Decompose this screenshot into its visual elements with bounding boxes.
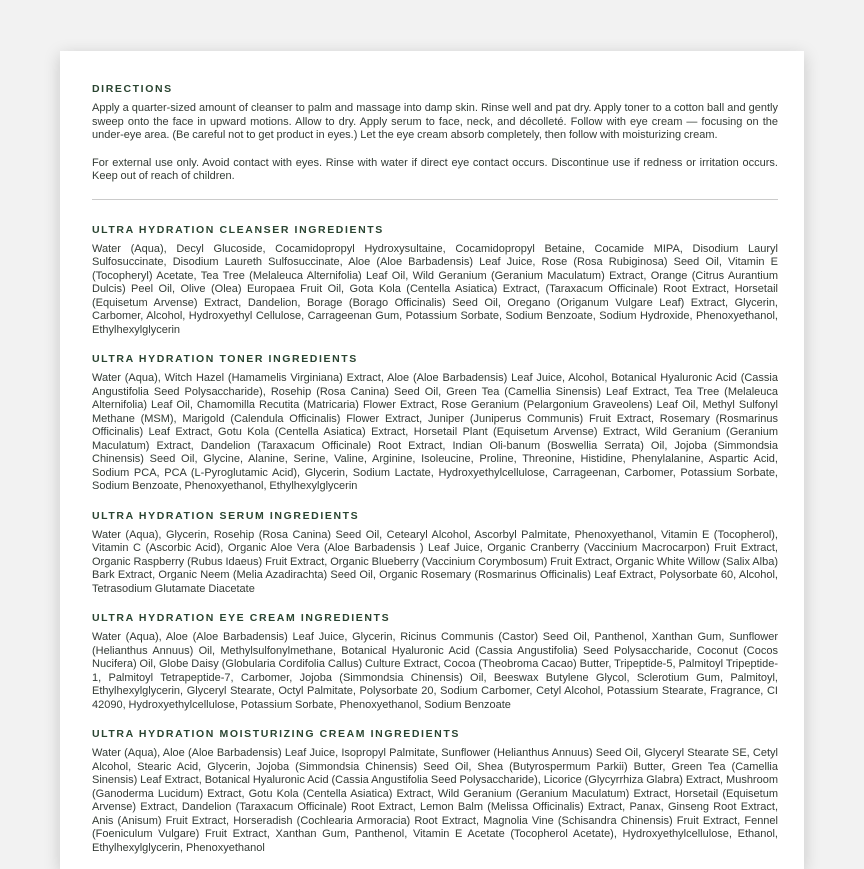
moisturizing-cream-ingredients-section bbox=[92, 728, 778, 855]
serum-ingredients-heading: ULTRA HYDRATION SERUM INGREDIENTS bbox=[92, 509, 360, 522]
moisturizing-cream-ingredients-text: Water (Aqua), Aloe (Aloe Barbadensis) Leaf Juice, Isopropyl Palmitate, Sunflower (Helianthus Annuus) Seed Oil, Glyceryl Stearate SE, Cetyl Alcohol, Stearic Acid, Glycerin, Jojoba (Simmondsia Chinensis) Seed Oil, Shea (Butyrospermum Parkii) Butter, Green Tea (Camellia Sinensis) Leaf Extract, Botanical Hyaluronic Acid (Cassia Angustifolia Seed Polysaccharide), Licorice (Glycyrrhiza Glabra) Extract, Mushroom (Ganoderma Lucidum) Extract, Gotu Kola (Centella Asiatica) Extract, Wild Geranium (Geranium Maculatum) Extract, Horsetail (Equisetum Arvense) Extract, Dandelion (Taraxacum Officinale) Root Extract, Lemon Balm (Melissa Officinalis) Extract, Panax, Ginseng Root Extract, Anis (Anisum) Fruit Extract, Horseradish (Cochlearia Armoracia) Root Extract, Magnolia Vine (Schisandra Chinensis) Fruit Extract, Fennel (Foeniculum Vulgare) Fruit Extract, Xanthan Gum, Panthenol, Vitamin E Acetate (Tocopherol Acetate), Hydroxyethylcellulose, Ethanol, Ethylhexylglycerin, Phenoxyethanol bbox=[92, 747, 778, 854]
toner-ingredients-heading: ULTRA HYDRATION TONER INGREDIENTS bbox=[92, 353, 358, 365]
directions-heading: DIRECTIONS bbox=[92, 83, 173, 95]
serum-ingredients-text: Water (Aqua), Glycerin, Rosehip (Rosa Canina) Seed Oil, Cetearyl Alcohol, Ascorbyl Palmitate, Phenoxyethanol, Vitamin E (Tocopherol), Vitamin C (Ascorbic Acid), Organic Aloe Vera (Aloe Barbadensis ) Leaf Juice, Organic Cranberry (Vaccinium Macrocarpon) Fruit Extract, Organic Raspberry (Rubus Idaeus) Fruit Extract, Organic Blueberry (Vaccinium Corymbosum) Fruit Extract, Organic White Willow (Salix Alba) Bark Extract, Organic Neem (Melia Azadirachta) Seed Oil, Organic Rosemary (Rosmarinus Officinalis) Leaf Extract, Polysorbate 60, Alcohol, Tetrasodium Glutamate Diacetate bbox=[92, 528, 778, 595]
directions-usage-text: Apply a quarter-sized amount of cleanser to palm and massage into damp skin. Rinse well and pat dry. Apply toner to a cotton ball and gently sweep onto the face in upward motions. Allow to dry. Apply serum to face, neck, and décolleté. Follow with eye cream — focusing on the under-eye area. (Be careful not to get product in eyes.) Let the eye cream absorb completely, then follow with moisturizing cream. bbox=[92, 102, 778, 141]
toner-ingredients-section bbox=[92, 353, 778, 494]
section-divider bbox=[92, 199, 778, 200]
eye-cream-ingredients-heading: ULTRA HYDRATION EYE CREAM INGREDIENTS bbox=[92, 612, 391, 624]
product-info-card bbox=[60, 51, 804, 869]
cleanser-ingredients-text: Water (Aqua), Decyl Glucoside, Cocamidopropyl Hydroxysultaine, Cocamidopropyl Betaine, Cocamide MIPA, Disodium Lauryl Sulfosuccinate, Disodium Laureth Sulfosuccinate, Aloe (Aloe Barbadensis) Leaf Juice, Rose (Rosa Rubiginosa) Seed Oil, Vitamin E (Tocopheryl) Acetate, Tea Tree (Melaleuca Alternifolia) Leaf Oil, Wild Geranium (Geranium Maculatum) Extract, Orange (Citrus Aurantium Dulcis) Peel Oil, Olive (Olea) Europaea Fruit Oil, Gota Kola (Centella Asiatica) Extract, (Taraxacum Officinale) Root Extract, Horsetail (Equisetum Arvense) Extract, Dandelion, Borage (Borago Officinalis) Seed Oil, Oregano (Origanum Vulgare Leaf) Extract, Glycerin, Carbomer, Alcohol, Hydroxyethyl Cellulose, Carrageenan Gum, Potassium Sorbate, Sodium Benzoate, Sodium Hydroxide, Phenoxyethanol, Ethylhexylglycerin bbox=[92, 242, 778, 336]
directions-section bbox=[92, 83, 778, 184]
directions-warning-text: For external use only. Avoid contact with eyes. Rinse with water if direct eye contact occurs. Discontinue use if redness or irritation occurs. Keep out of reach of children. bbox=[92, 156, 778, 182]
toner-ingredients-text: Water (Aqua), Witch Hazel (Hamamelis Virginiana) Extract, Aloe (Aloe Barbadensis) Leaf Juice, Alcohol, Botanical Hyaluronic Acid (Cassia Angustifolia Seed Polysaccharide), Rosehip (Rosa Canina) Seed Oil, Green Tea (Camellia Sinensis) Leaf Extract, Tea Tree (Melaleuca Alternifolia) Leaf Oil, Chamomilla Recutita (Matricaria) Flower Extract, Rose Geranium (Pelargonium Graveolens) Leaf Oil, Methyl Sulfonyl Methane (MSM), Marigold (Calendula Officinalis) Flower Extract, Juniper (Juniperus Communis) Fruit Extract, Rosemary (Rosmarinus Officinalis) Leaf Extract, Gotu Kola (Centella Asiatica) Extract, Horsetail Plant (Equisetum Arvense) Extract, Wild Geranium (Geranium Maculatum) Extract, Dandelion (Taraxacum Officinale) Root Extract, Indian Oli-banum (Boswellia Serrata) Oil, Jojoba (Simmondsia Chinensis) Seed Oil, Glycine, Alanine, Serine, Valine, Arginine, Isoleucine, Proline, Threonine, Histidine, Phenylalanine, Aspartic Acid, Sodium PCA, PCA (L-Pyroglutamic Acid), Glycerin, Sodium Lactate, Hydroxyethylcellulose, Carrageenan, Carbomer, Potassium Sorbate, Sodium Benzoate, Phenoxyethanol, Ethylhexylglycerin bbox=[92, 372, 778, 492]
cleanser-ingredients-heading: ULTRA HYDRATION CLEANSER INGREDIENTS bbox=[92, 223, 384, 236]
moisturizing-cream-ingredients-heading: ULTRA HYDRATION MOISTURIZING CREAM INGREDIENTS bbox=[92, 728, 460, 740]
cleanser-ingredients-section bbox=[92, 224, 778, 338]
eye-cream-ingredients-section bbox=[92, 612, 778, 712]
serum-ingredients-section bbox=[92, 510, 778, 597]
eye-cream-ingredients-text: Water (Aqua), Aloe (Aloe Barbadensis) Leaf Juice, Glycerin, Ricinus Communis (Castor) Seed Oil, Panthenol, Xanthan Gum, Sunflower (Helianthus Annuus) Oil, Methylsulfonylmethane, Botanical Hyaluronic Acid (Cassia Angustifolia) Seed Polysaccharide, Coconut (Cocos Nucifera) Oil, Globe Daisy (Globularia Cordifolia Callus) Culture Extract, Cocoa (Theobroma Cacao) Butter, Tripeptide-5, Palmitoyl Tripeptide-1, Palmitoyl Tetrapeptide-7, Carbomer, Jojoba (Simmondsia Chinensis) Oil, Beeswax Butylene Glycol, Sclerotium Gum, Palmitoyl, Ethylhexylglycerin, Glyceryl Stearate, Octyl Palmitate, Polysorbate 20, Sodium Carbomer, Cetyl Alcohol, Potassium Stearate, Fragrance, CI 42090, Hydroxyethylcellulose, Potassium Sorbate, Phenoxyethanol, Sodium Benzoate bbox=[92, 631, 778, 711]
